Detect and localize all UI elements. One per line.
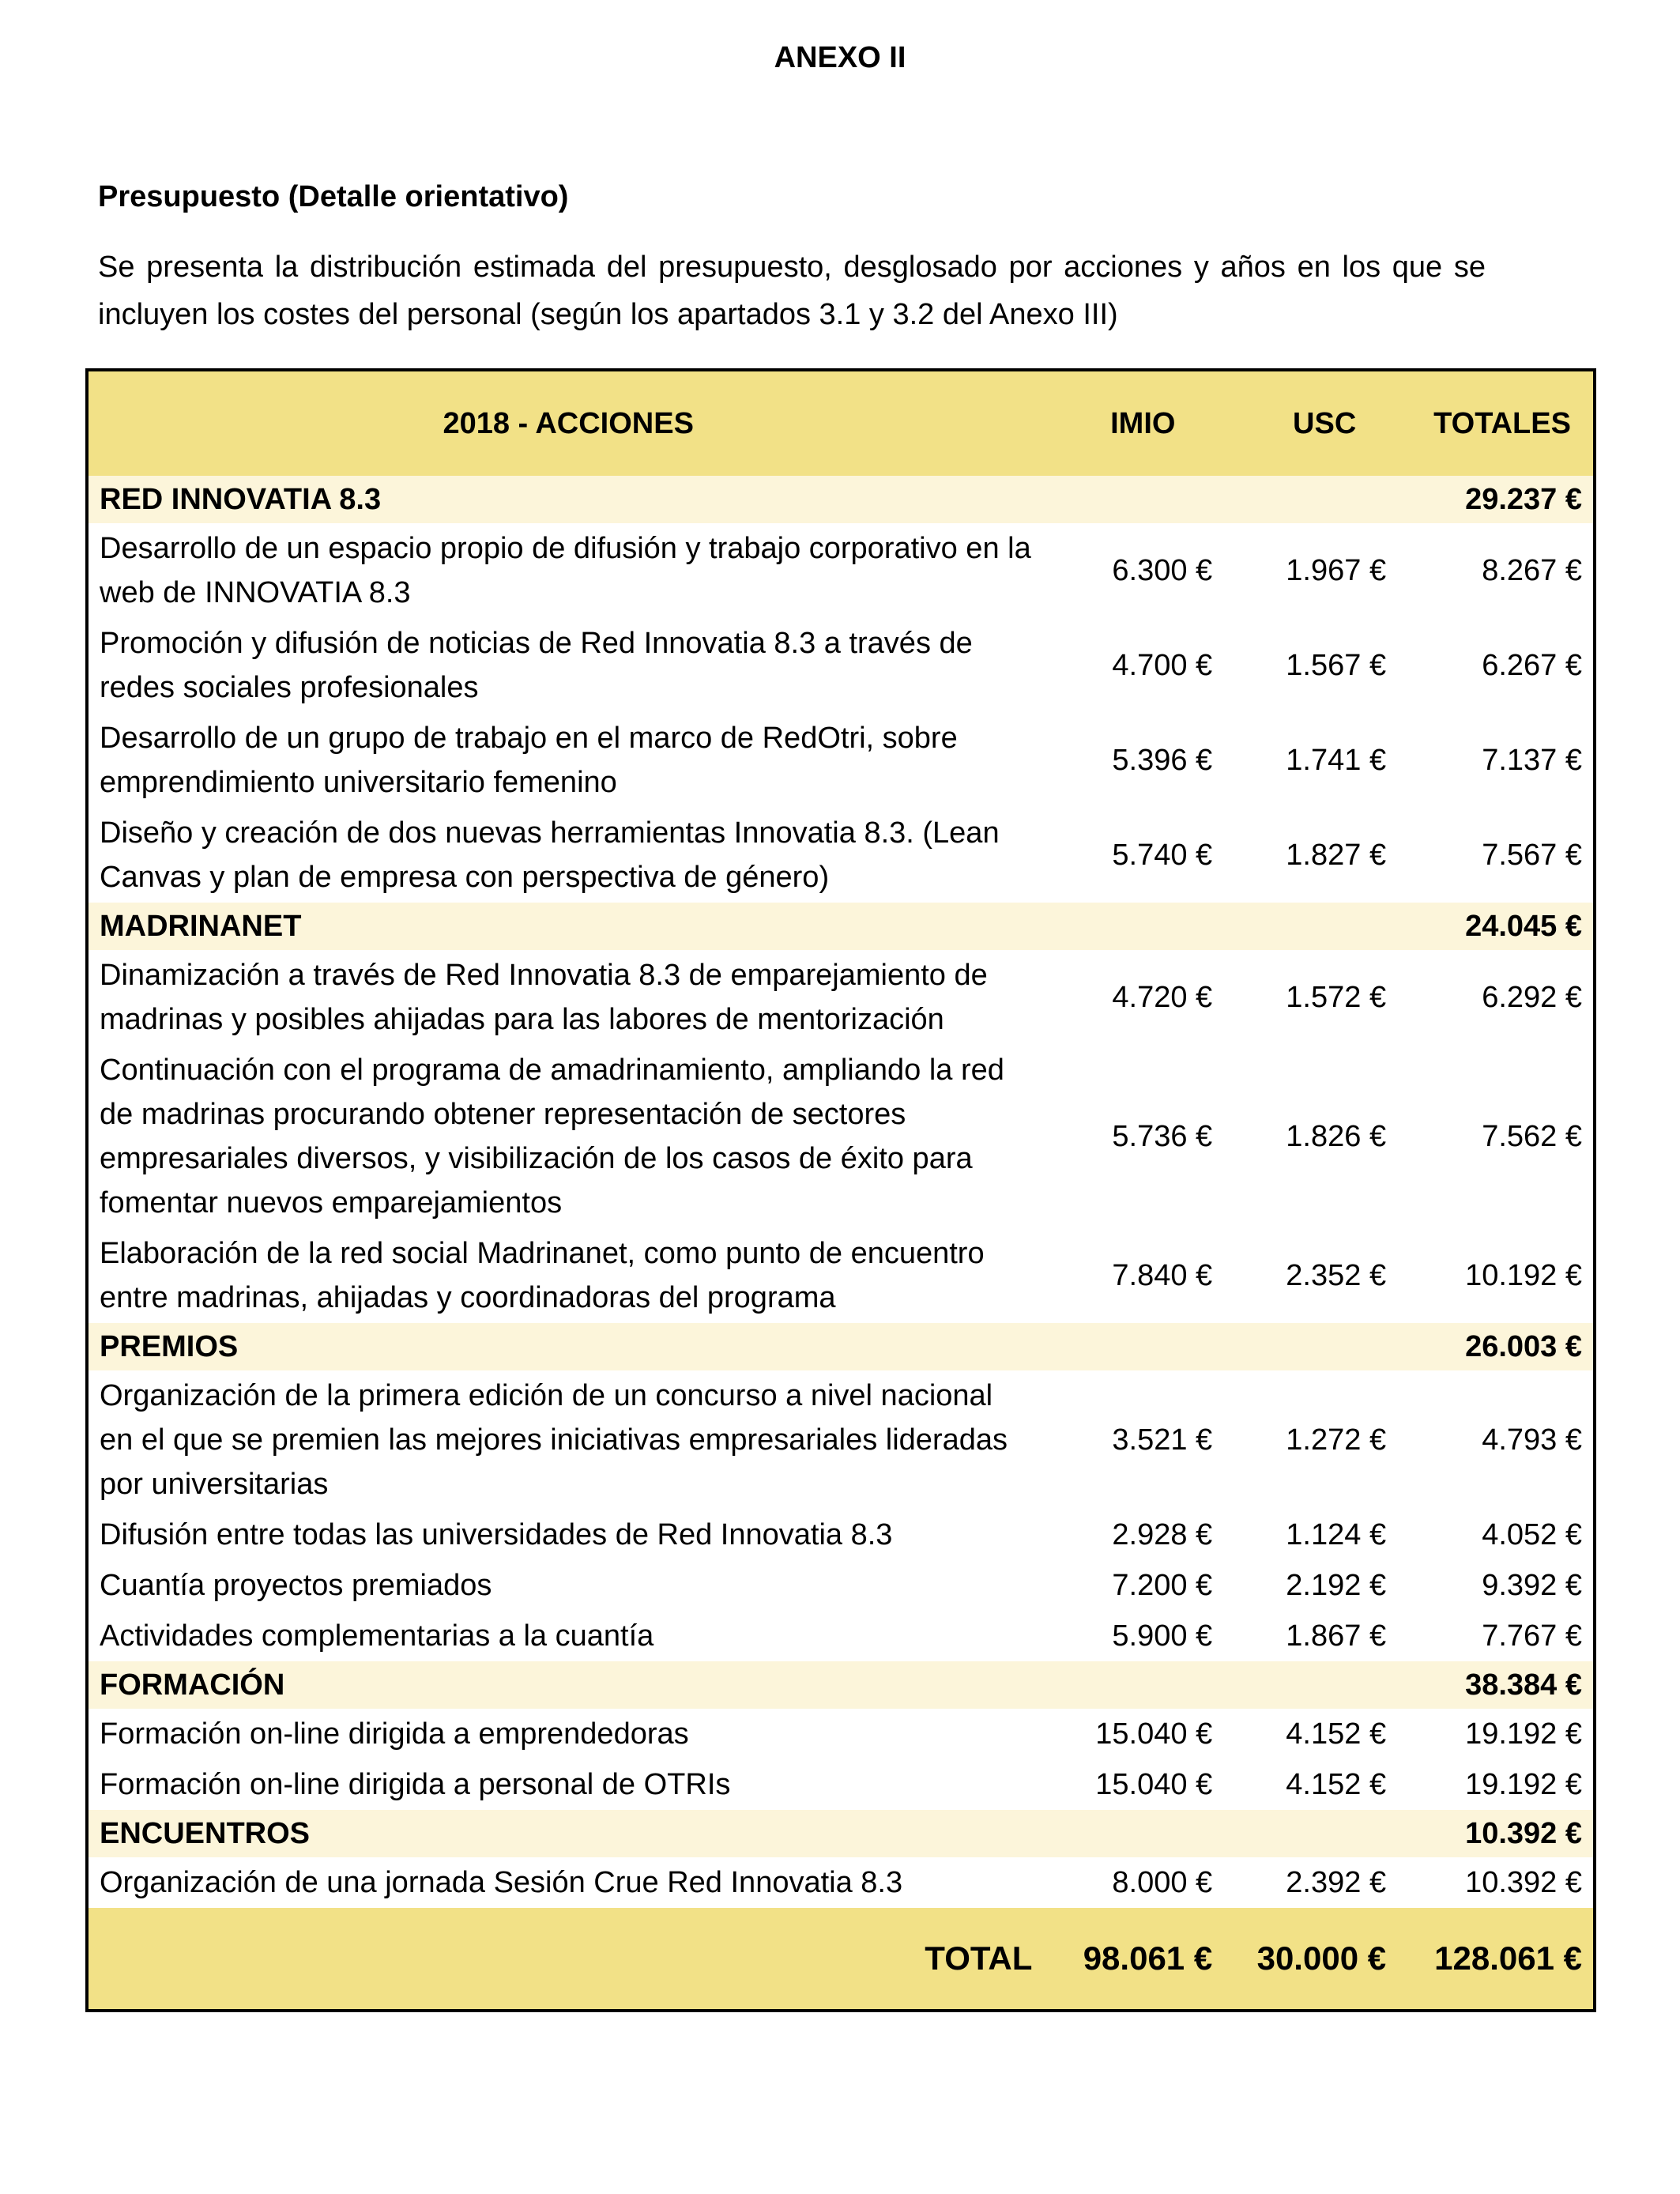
imio-amount: 5.396 €: [1112, 744, 1213, 777]
table-row: [87, 1370, 1595, 1510]
usc-amount: 1.827 €: [1286, 839, 1387, 872]
table-row: [87, 1709, 1595, 1759]
table-row: [87, 523, 1595, 618]
row-total: 4.052 €: [1482, 1518, 1582, 1551]
table-row: [87, 1857, 1595, 1908]
row-total: 7.767 €: [1482, 1619, 1582, 1653]
category-total: 10.392 €: [1411, 1810, 1595, 1857]
row-total: 6.267 €: [1482, 649, 1582, 682]
usc-amount: 1.867 €: [1286, 1619, 1387, 1653]
usc-amount: 1.124 €: [1286, 1518, 1387, 1551]
action-description: Dinamización a través de Red Innovatia 8.3 de emparejamiento de madrinas y posibles ahijadas para las labores de mentorización: [100, 959, 988, 1036]
imio-amount: 3.521 €: [1112, 1423, 1213, 1457]
table-body: [87, 476, 1595, 1908]
imio-amount: 2.928 €: [1112, 1518, 1213, 1551]
budget-table: [85, 368, 1596, 2012]
intro-paragraph: Se presenta la distribución estimada del presupuesto, desglosado por acciones y años en los que se incluyen los costes del personal (según los apartados 3.1 y 3.2 del Anexo III): [98, 251, 1486, 331]
row-total: 8.267 €: [1482, 554, 1582, 587]
row-total: 7.562 €: [1482, 1120, 1582, 1153]
category-name: ENCUENTROS: [87, 1810, 1048, 1857]
action-description: Difusión entre todas las universidades de Red Innovatia 8.3: [100, 1518, 893, 1551]
row-total: 10.192 €: [1465, 1259, 1582, 1292]
category-total: 26.003 €: [1411, 1323, 1595, 1370]
category-spacer: [1048, 903, 1411, 950]
action-description: Desarrollo de un grupo de trabajo en el marco de RedOtri, sobre emprendimiento universitario femenino: [100, 722, 958, 799]
row-total: 19.192 €: [1465, 1768, 1582, 1801]
annex-title: ANEXO II: [774, 41, 906, 74]
header-usc: USC: [1237, 370, 1411, 476]
grand-total-usc: 30.000 €: [1237, 1908, 1411, 2011]
imio-amount: 6.300 €: [1112, 554, 1213, 587]
category-row: [87, 476, 1595, 523]
category-total: 29.237 €: [1411, 476, 1595, 523]
row-total: 10.392 €: [1465, 1866, 1582, 1899]
category-name: PREMIOS: [87, 1323, 1048, 1370]
usc-amount: 2.352 €: [1286, 1259, 1387, 1292]
table-row: [87, 1611, 1595, 1661]
table-row: [87, 1045, 1595, 1228]
section-title: Presupuesto (Detalle orientativo): [98, 180, 569, 213]
row-total: 6.292 €: [1482, 981, 1582, 1014]
header-totals: TOTALES: [1411, 370, 1595, 476]
row-total: 19.192 €: [1465, 1717, 1582, 1751]
header-imio: IMIO: [1048, 370, 1237, 476]
category-name: RED INNOVATIA 8.3: [87, 476, 1048, 523]
imio-amount: 15.040 €: [1095, 1717, 1213, 1751]
table-row: [87, 618, 1595, 713]
table-row: [87, 1560, 1595, 1611]
category-name: MADRINANET: [87, 903, 1048, 950]
action-description: Continuación con el programa de amadrinamiento, ampliando la red de madrinas procurando obtener representación de sectores empresariales diversos, y visibilización de los casos de éxito para fomentar nuevos emparejamientos: [100, 1054, 1004, 1220]
action-description: Organización de la primera edición de un concurso a nivel nacional en el que se premien las mejores iniciativas empresariales lideradas por universitarias: [100, 1379, 1008, 1501]
imio-amount: 4.720 €: [1112, 981, 1213, 1014]
category-row: [87, 1810, 1595, 1857]
table-row: [87, 950, 1595, 1045]
row-total: 7.567 €: [1482, 839, 1582, 872]
category-spacer: [1048, 1661, 1411, 1709]
imio-amount: 5.736 €: [1112, 1120, 1213, 1153]
grand-total-label: TOTAL: [87, 1908, 1048, 2011]
imio-amount: 15.040 €: [1095, 1768, 1213, 1801]
action-description: Diseño y creación de dos nuevas herramientas Innovatia 8.3. (Lean Canvas y plan de empresa con perspectiva de género): [100, 816, 1000, 894]
table-header-row: [87, 370, 1595, 476]
category-spacer: [1048, 1323, 1411, 1370]
table-row: [87, 1228, 1595, 1323]
usc-amount: 1.572 €: [1286, 981, 1387, 1014]
category-row: [87, 1323, 1595, 1370]
usc-amount: 4.152 €: [1286, 1717, 1387, 1751]
usc-amount: 1.826 €: [1286, 1120, 1387, 1153]
category-spacer: [1048, 476, 1411, 523]
action-description: Actividades complementarias a la cuantía: [100, 1619, 654, 1653]
action-description: Organización de una jornada Sesión Crue Red Innovatia 8.3: [100, 1866, 903, 1899]
usc-amount: 1.567 €: [1286, 649, 1387, 682]
usc-amount: 4.152 €: [1286, 1768, 1387, 1801]
grand-total-total: 128.061 €: [1411, 1908, 1595, 2011]
action-description: Promoción y difusión de noticias de Red Innovatia 8.3 a través de redes sociales profesionales: [100, 627, 973, 704]
table-row: [87, 808, 1595, 903]
usc-amount: 2.392 €: [1286, 1866, 1387, 1899]
usc-amount: 1.741 €: [1286, 744, 1387, 777]
row-total: 7.137 €: [1482, 744, 1582, 777]
row-total: 9.392 €: [1482, 1569, 1582, 1602]
row-total: 4.793 €: [1482, 1423, 1582, 1457]
imio-amount: 8.000 €: [1112, 1866, 1213, 1899]
imio-amount: 5.740 €: [1112, 839, 1213, 872]
imio-amount: 7.200 €: [1112, 1569, 1213, 1602]
action-description: Elaboración de la red social Madrinanet, como punto de encuentro entre madrinas, ahijadas y coordinadoras del programa: [100, 1237, 985, 1314]
category-spacer: [1048, 1810, 1411, 1857]
imio-amount: 5.900 €: [1112, 1619, 1213, 1653]
action-description: Desarrollo de un espacio propio de difusión y trabajo corporativo en la web de INNOVATIA 8.3: [100, 532, 1031, 609]
usc-amount: 1.967 €: [1286, 554, 1387, 587]
table-row: [87, 713, 1595, 808]
category-name: FORMACIÓN: [87, 1661, 1048, 1709]
usc-amount: 2.192 €: [1286, 1569, 1387, 1602]
category-total: 24.045 €: [1411, 903, 1595, 950]
imio-amount: 4.700 €: [1112, 649, 1213, 682]
grand-total-row: [87, 1908, 1595, 2011]
imio-amount: 7.840 €: [1112, 1259, 1213, 1292]
grand-total-imio: 98.061 €: [1048, 1908, 1237, 2011]
usc-amount: 1.272 €: [1286, 1423, 1387, 1457]
action-description: Formación on-line dirigida a emprendedoras: [100, 1717, 689, 1751]
table-row: [87, 1759, 1595, 1810]
table-row: [87, 1510, 1595, 1560]
header-actions: 2018 - ACCIONES: [87, 370, 1048, 476]
category-row: [87, 1661, 1595, 1709]
category-row: [87, 903, 1595, 950]
action-description: Cuantía proyectos premiados: [100, 1569, 492, 1602]
action-description: Formación on-line dirigida a personal de OTRIs: [100, 1768, 731, 1801]
category-total: 38.384 €: [1411, 1661, 1595, 1709]
